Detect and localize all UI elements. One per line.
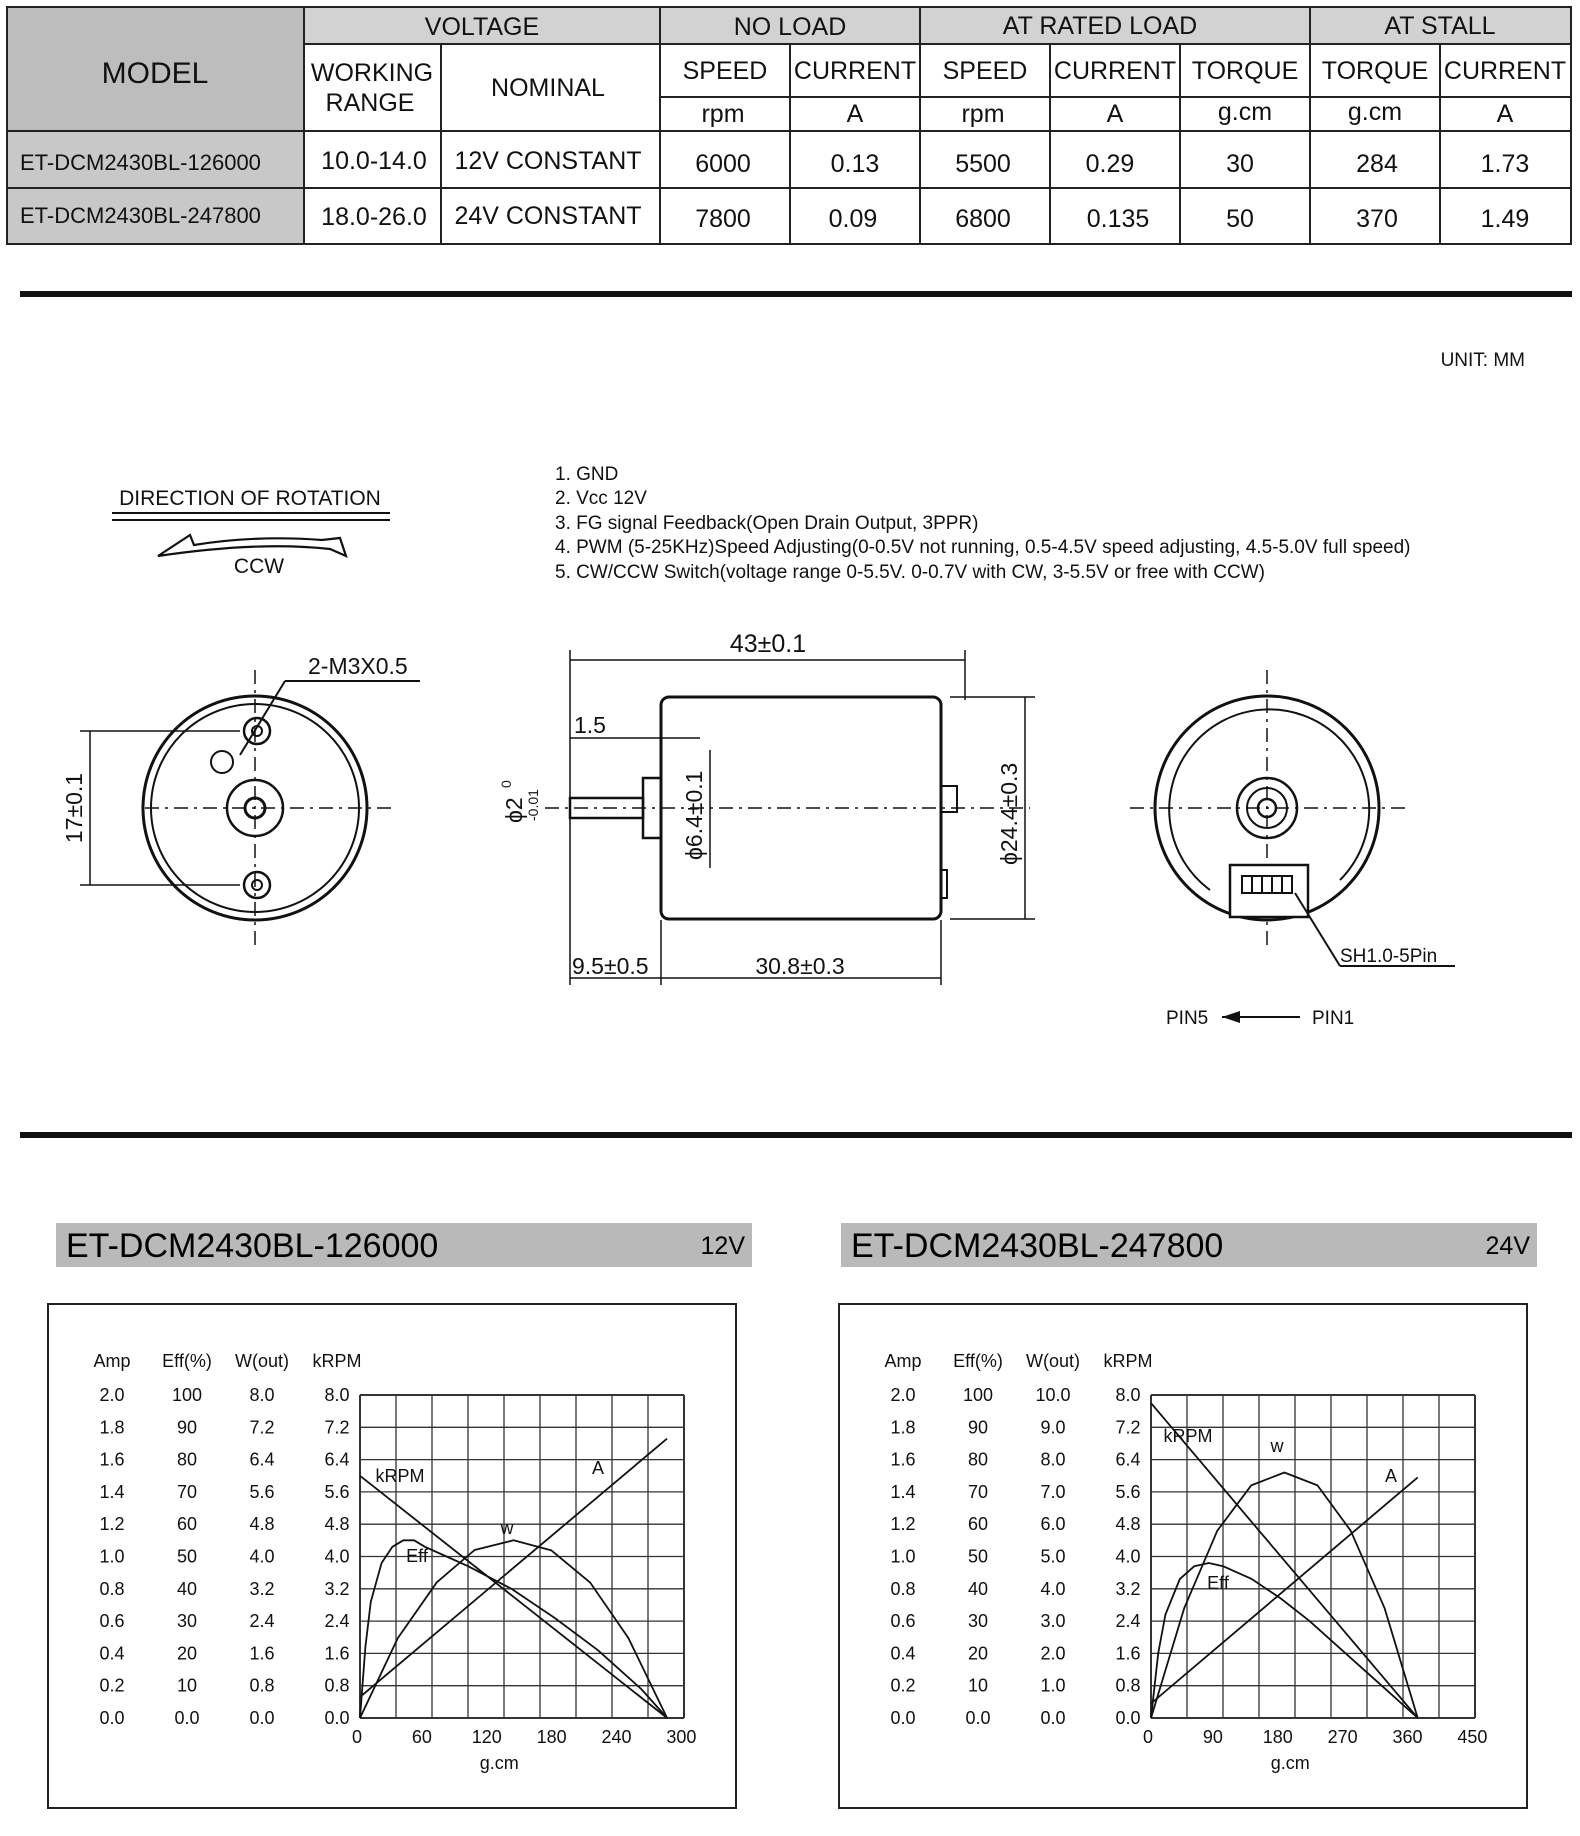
y-tick-label: 70 <box>967 1481 989 1502</box>
row-rl-speed: 5500 <box>955 150 1011 178</box>
row-nominal: 24V CONSTANT <box>454 202 642 230</box>
model-header: MODEL <box>101 57 209 90</box>
x-axis-label: g.cm <box>1270 1753 1310 1773</box>
y-tick-label: 2.0 <box>1040 1643 1066 1664</box>
pin-item: 5. CW/CCW Switch(voltage range 0-5.5V. 0-0.7V with CW, 3-5.5V or free with CCW) <box>555 562 1265 583</box>
y-tick-label: 8.0 <box>324 1385 350 1405</box>
series-label: w <box>500 1518 514 1538</box>
pin-list <box>555 464 1411 583</box>
body-dia-dim: ϕ24.4±0.3 <box>996 762 1022 865</box>
unit-label: UNIT: MM <box>1440 350 1525 371</box>
y-tick-label: 4.8 <box>324 1514 350 1535</box>
y-tick-label: 10 <box>176 1675 198 1696</box>
x-tick-label: 0 <box>1142 1727 1154 1747</box>
row-model: ET-DCM2430BL-126000 <box>20 150 261 175</box>
y-axis-label: Amp <box>884 1351 922 1371</box>
chart-voltage-tag: 12V <box>700 1232 745 1260</box>
y-tick-label: 100 <box>171 1385 203 1405</box>
y-tick-label: 40 <box>176 1578 198 1599</box>
y-tick-label: 0.0 <box>99 1708 125 1728</box>
st-torque-header: TORQUE <box>1321 57 1429 85</box>
shaft-tol-upper: 0 <box>498 780 514 788</box>
y-axis-label: W(out) <box>1026 1351 1080 1371</box>
flange-dim: 1.5 <box>574 712 606 738</box>
x-tick-label: 60 <box>411 1727 432 1747</box>
y-tick-label: 1.6 <box>249 1643 275 1664</box>
y-tick-label: 6.4 <box>1115 1449 1141 1470</box>
pin-item: 4. PWM (5-25KHz)Speed Adjusting(0-0.5V not running, 0.5-4.5V speed adjusting, 4.5-5.0V full speed) <box>555 537 1411 558</box>
mounting-hole <box>244 872 270 898</box>
rl-current-header: CURRENT <box>1053 57 1177 85</box>
y-tick-label: 7.2 <box>249 1417 275 1438</box>
x-tick-label: 270 <box>1327 1727 1358 1747</box>
y-tick-label: 0.8 <box>249 1675 275 1696</box>
y-axis-label: Eff(%) <box>953 1351 1003 1371</box>
connector-label: SH1.0-5Pin <box>1340 946 1438 967</box>
mounting-hole-center <box>252 880 262 890</box>
body-len-dim: 30.8±0.3 <box>755 953 845 979</box>
y-tick-label: 8.0 <box>1040 1449 1066 1470</box>
y-tick-label: 9.0 <box>1040 1417 1066 1438</box>
row-st-current: 1.49 <box>1480 205 1530 233</box>
x-tick-label: 120 <box>471 1727 502 1747</box>
row-st-torque: 284 <box>1356 150 1398 178</box>
rear-view <box>1130 670 1455 1029</box>
length-dim: 43±0.1 <box>729 630 807 658</box>
x-axis-label: g.cm <box>479 1753 519 1773</box>
y-tick-label: 60 <box>176 1514 198 1535</box>
rotation-title: DIRECTION OF ROTATION <box>119 487 381 510</box>
series-line-krpm <box>360 1476 667 1718</box>
pin-item: 3. FG signal Feedback(Open Drain Output, 3PPR) <box>555 513 979 534</box>
rl-current-unit: A <box>1106 100 1124 128</box>
y-tick-label: 10.0 <box>1035 1385 1071 1405</box>
y-tick-label: 0.8 <box>99 1578 125 1599</box>
y-tick-label: 80 <box>176 1449 198 1470</box>
nl-speed-unit: rpm <box>701 100 745 128</box>
y-tick-label: 3.0 <box>1040 1611 1066 1632</box>
st-current-unit: A <box>1496 100 1514 128</box>
y-tick-label: 2.4 <box>1115 1611 1141 1632</box>
y-tick-label: 4.0 <box>1115 1546 1141 1567</box>
y-tick-label: 4.0 <box>249 1546 275 1567</box>
front-view <box>61 653 420 945</box>
row-st-torque: 370 <box>1356 205 1398 233</box>
y-tick-label: 10 <box>967 1675 989 1696</box>
shaft-dia-dim: ϕ2 <box>501 797 527 823</box>
y-tick-label: 5.0 <box>1040 1546 1066 1567</box>
y-tick-label: 1.0 <box>1040 1675 1066 1696</box>
x-tick-label: 180 <box>1262 1727 1293 1747</box>
y-tick-label: 3.2 <box>249 1578 275 1599</box>
row-rl-current: 0.29 <box>1085 150 1135 178</box>
y-tick-label: 1.0 <box>99 1546 125 1567</box>
y-axis-label: kRPM <box>312 1351 362 1371</box>
x-tick-label: 180 <box>536 1727 567 1747</box>
x-tick-label: 300 <box>666 1727 697 1747</box>
x-tick-label: 90 <box>1202 1727 1223 1747</box>
y-tick-label: 30 <box>967 1611 989 1632</box>
y-tick-label: 0.2 <box>99 1675 125 1696</box>
rotation-indicator <box>112 487 390 578</box>
y-tick-label: 3.2 <box>1115 1578 1141 1599</box>
y-tick-label: 50 <box>176 1546 198 1567</box>
thread-dim: 2-M3X0.5 <box>308 653 408 679</box>
row-st-current: 1.73 <box>1480 150 1530 178</box>
chart-24v-header <box>841 1223 1537 1267</box>
series-label: Eff <box>1207 1573 1229 1593</box>
y-tick-label: 100 <box>962 1385 994 1405</box>
y-tick-label: 2.4 <box>324 1611 350 1632</box>
pin-item: 2. Vcc 12V <box>555 488 647 509</box>
rated-load-header: AT RATED LOAD <box>1002 12 1198 40</box>
y-tick-label: 90 <box>967 1417 989 1438</box>
rl-torque-header: TORQUE <box>1191 57 1299 85</box>
y-tick-label: 0.8 <box>1115 1675 1141 1696</box>
row-model: ET-DCM2430BL-247800 <box>20 203 261 228</box>
rl-speed-unit: rpm <box>961 100 1005 128</box>
y-tick-label: 20 <box>176 1643 198 1664</box>
y-tick-label: 8.0 <box>249 1385 275 1405</box>
arrow-left-icon <box>1222 1011 1240 1023</box>
ccw-arrow-icon <box>158 535 346 556</box>
shaft-len-dim: 9.5±0.5 <box>572 953 649 979</box>
table-row <box>20 147 1529 178</box>
pin-item: 1. GND <box>555 464 619 485</box>
y-tick-label: 0.0 <box>249 1708 275 1728</box>
y-tick-label: 70 <box>176 1481 198 1502</box>
y-tick-label: 5.6 <box>1115 1481 1141 1502</box>
y-tick-label: 4.0 <box>1040 1578 1066 1599</box>
x-tick-label: 240 <box>601 1727 632 1747</box>
y-tick-label: 3.2 <box>324 1578 350 1599</box>
row-nl-speed: 7800 <box>695 205 751 233</box>
y-tick-label: 90 <box>176 1417 198 1438</box>
y-tick-label: 1.2 <box>890 1514 916 1535</box>
y-tick-label: 6.4 <box>324 1449 350 1470</box>
y-axis-label: W(out) <box>235 1351 289 1371</box>
row-nl-current: 0.09 <box>828 205 878 233</box>
row-rl-speed: 6800 <box>955 205 1011 233</box>
side-view <box>498 630 1035 985</box>
shaft-tol-lower: -0.01 <box>525 789 541 821</box>
y-tick-label: 0.6 <box>99 1611 125 1632</box>
y-tick-label: 1.8 <box>99 1417 125 1438</box>
series-label: Eff <box>406 1546 428 1566</box>
performance-chart-12v <box>48 1304 736 1808</box>
y-tick-label: 50 <box>967 1546 989 1567</box>
pin-from-label: PIN5 <box>1166 1008 1209 1029</box>
y-axis-label: Eff(%) <box>162 1351 212 1371</box>
series-label: A <box>591 1458 605 1478</box>
y-tick-label: 30 <box>176 1611 198 1632</box>
row-rl-torque: 30 <box>1226 150 1254 178</box>
leader-line <box>1295 893 1340 966</box>
pin-to-label: PIN1 <box>1312 1008 1355 1029</box>
y-tick-label: 1.0 <box>890 1546 916 1567</box>
y-tick-label: 0.2 <box>890 1675 916 1696</box>
y-tick-label: 0.0 <box>890 1708 916 1728</box>
working-range-header-line2: RANGE <box>325 89 415 117</box>
rotation-value: CCW <box>233 555 285 578</box>
series-line-krpm <box>1151 1403 1418 1718</box>
y-tick-label: 2.0 <box>99 1385 125 1405</box>
x-tick-label: 450 <box>1457 1727 1488 1747</box>
series-label: kRPM <box>1163 1426 1213 1446</box>
y-tick-label: 1.6 <box>890 1449 916 1470</box>
chart-12v-header <box>56 1223 752 1267</box>
y-tick-label: 1.4 <box>890 1481 916 1502</box>
connector-tab <box>941 870 947 898</box>
vent-hole <box>211 751 233 773</box>
spec-table <box>7 7 1571 244</box>
rl-torque-unit: g.cm <box>1217 98 1273 126</box>
y-tick-label: 1.2 <box>99 1514 125 1535</box>
y-tick-label: 0.6 <box>890 1611 916 1632</box>
y-tick-label: 0.4 <box>890 1643 916 1664</box>
y-tick-label: 0.8 <box>890 1578 916 1599</box>
series-line-eff <box>1151 1563 1418 1718</box>
y-tick-label: 20 <box>967 1643 989 1664</box>
y-tick-label: 0.0 <box>324 1708 350 1728</box>
x-tick-label: 0 <box>351 1727 363 1747</box>
y-tick-label: 1.6 <box>1115 1643 1141 1664</box>
rl-speed-header: SPEED <box>942 57 1028 85</box>
y-axis-label: Amp <box>93 1351 131 1371</box>
y-tick-label: 60 <box>967 1514 989 1535</box>
y-tick-label: 1.8 <box>890 1417 916 1438</box>
y-tick-label: 5.6 <box>324 1481 350 1502</box>
y-tick-label: 2.4 <box>249 1611 275 1632</box>
y-tick-label: 4.0 <box>324 1546 350 1567</box>
boss-dia-dim: ϕ6.4±0.1 <box>681 770 707 860</box>
working-range-header-line1: WORKING <box>310 59 434 87</box>
row-nl-current: 0.13 <box>830 150 880 178</box>
mechanical-drawing <box>61 350 1525 1029</box>
y-tick-label: 8.0 <box>1115 1385 1141 1405</box>
performance-chart-24v <box>839 1304 1527 1808</box>
series-label: A <box>1384 1466 1398 1486</box>
chart-voltage-tag: 24V <box>1485 1232 1530 1260</box>
y-tick-label: 80 <box>967 1449 989 1470</box>
row-rl-current: 0.135 <box>1086 205 1150 233</box>
y-axis-label: kRPM <box>1103 1351 1153 1371</box>
hole-spacing-dim: 17±0.1 <box>61 772 87 844</box>
y-tick-label: 1.4 <box>99 1481 125 1502</box>
y-tick-label: 5.6 <box>249 1481 275 1502</box>
nl-current-unit: A <box>846 100 864 128</box>
y-tick-label: 40 <box>967 1578 989 1599</box>
y-tick-label: 0.0 <box>965 1708 991 1728</box>
y-tick-label: 0.8 <box>324 1675 350 1696</box>
row-rl-torque: 50 <box>1226 205 1254 233</box>
stall-header: AT STALL <box>1384 12 1496 40</box>
y-tick-label: 7.0 <box>1040 1481 1066 1502</box>
y-tick-label: 0.0 <box>1115 1708 1141 1728</box>
y-tick-label: 0.0 <box>1040 1708 1066 1728</box>
row-working: 18.0-26.0 <box>321 203 427 231</box>
section-divider-top <box>20 291 1572 297</box>
y-tick-label: 6.4 <box>249 1449 275 1470</box>
chart-title: ET-DCM2430BL-247800 <box>851 1227 1224 1265</box>
y-tick-label: 6.0 <box>1040 1514 1066 1535</box>
y-tick-label: 7.2 <box>1115 1417 1141 1438</box>
y-tick-label: 1.6 <box>324 1643 350 1664</box>
x-tick-label: 360 <box>1392 1727 1423 1747</box>
y-tick-label: 0.0 <box>174 1708 200 1728</box>
section-divider-bottom <box>20 1132 1572 1138</box>
y-tick-label: 2.0 <box>890 1385 916 1405</box>
row-working: 10.0-14.0 <box>321 147 427 175</box>
y-tick-label: 4.8 <box>249 1514 275 1535</box>
y-tick-label: 7.2 <box>324 1417 350 1438</box>
y-tick-label: 4.8 <box>1115 1514 1141 1535</box>
st-torque-unit: g.cm <box>1347 98 1403 126</box>
y-tick-label: 1.6 <box>99 1449 125 1470</box>
voltage-header: VOLTAGE <box>424 13 540 41</box>
row-nl-speed: 6000 <box>695 150 751 178</box>
series-label: kRPM <box>375 1466 425 1486</box>
st-current-header: CURRENT <box>1443 57 1567 85</box>
nominal-header: NOMINAL <box>491 74 605 102</box>
y-tick-label: 0.4 <box>99 1643 125 1664</box>
series-label: w <box>1270 1436 1284 1456</box>
row-nominal: 12V CONSTANT <box>454 147 642 175</box>
nl-speed-header: SPEED <box>682 57 768 85</box>
nl-current-header: CURRENT <box>793 57 917 85</box>
no-load-header: NO LOAD <box>733 13 847 41</box>
chart-title: ET-DCM2430BL-126000 <box>66 1227 439 1265</box>
